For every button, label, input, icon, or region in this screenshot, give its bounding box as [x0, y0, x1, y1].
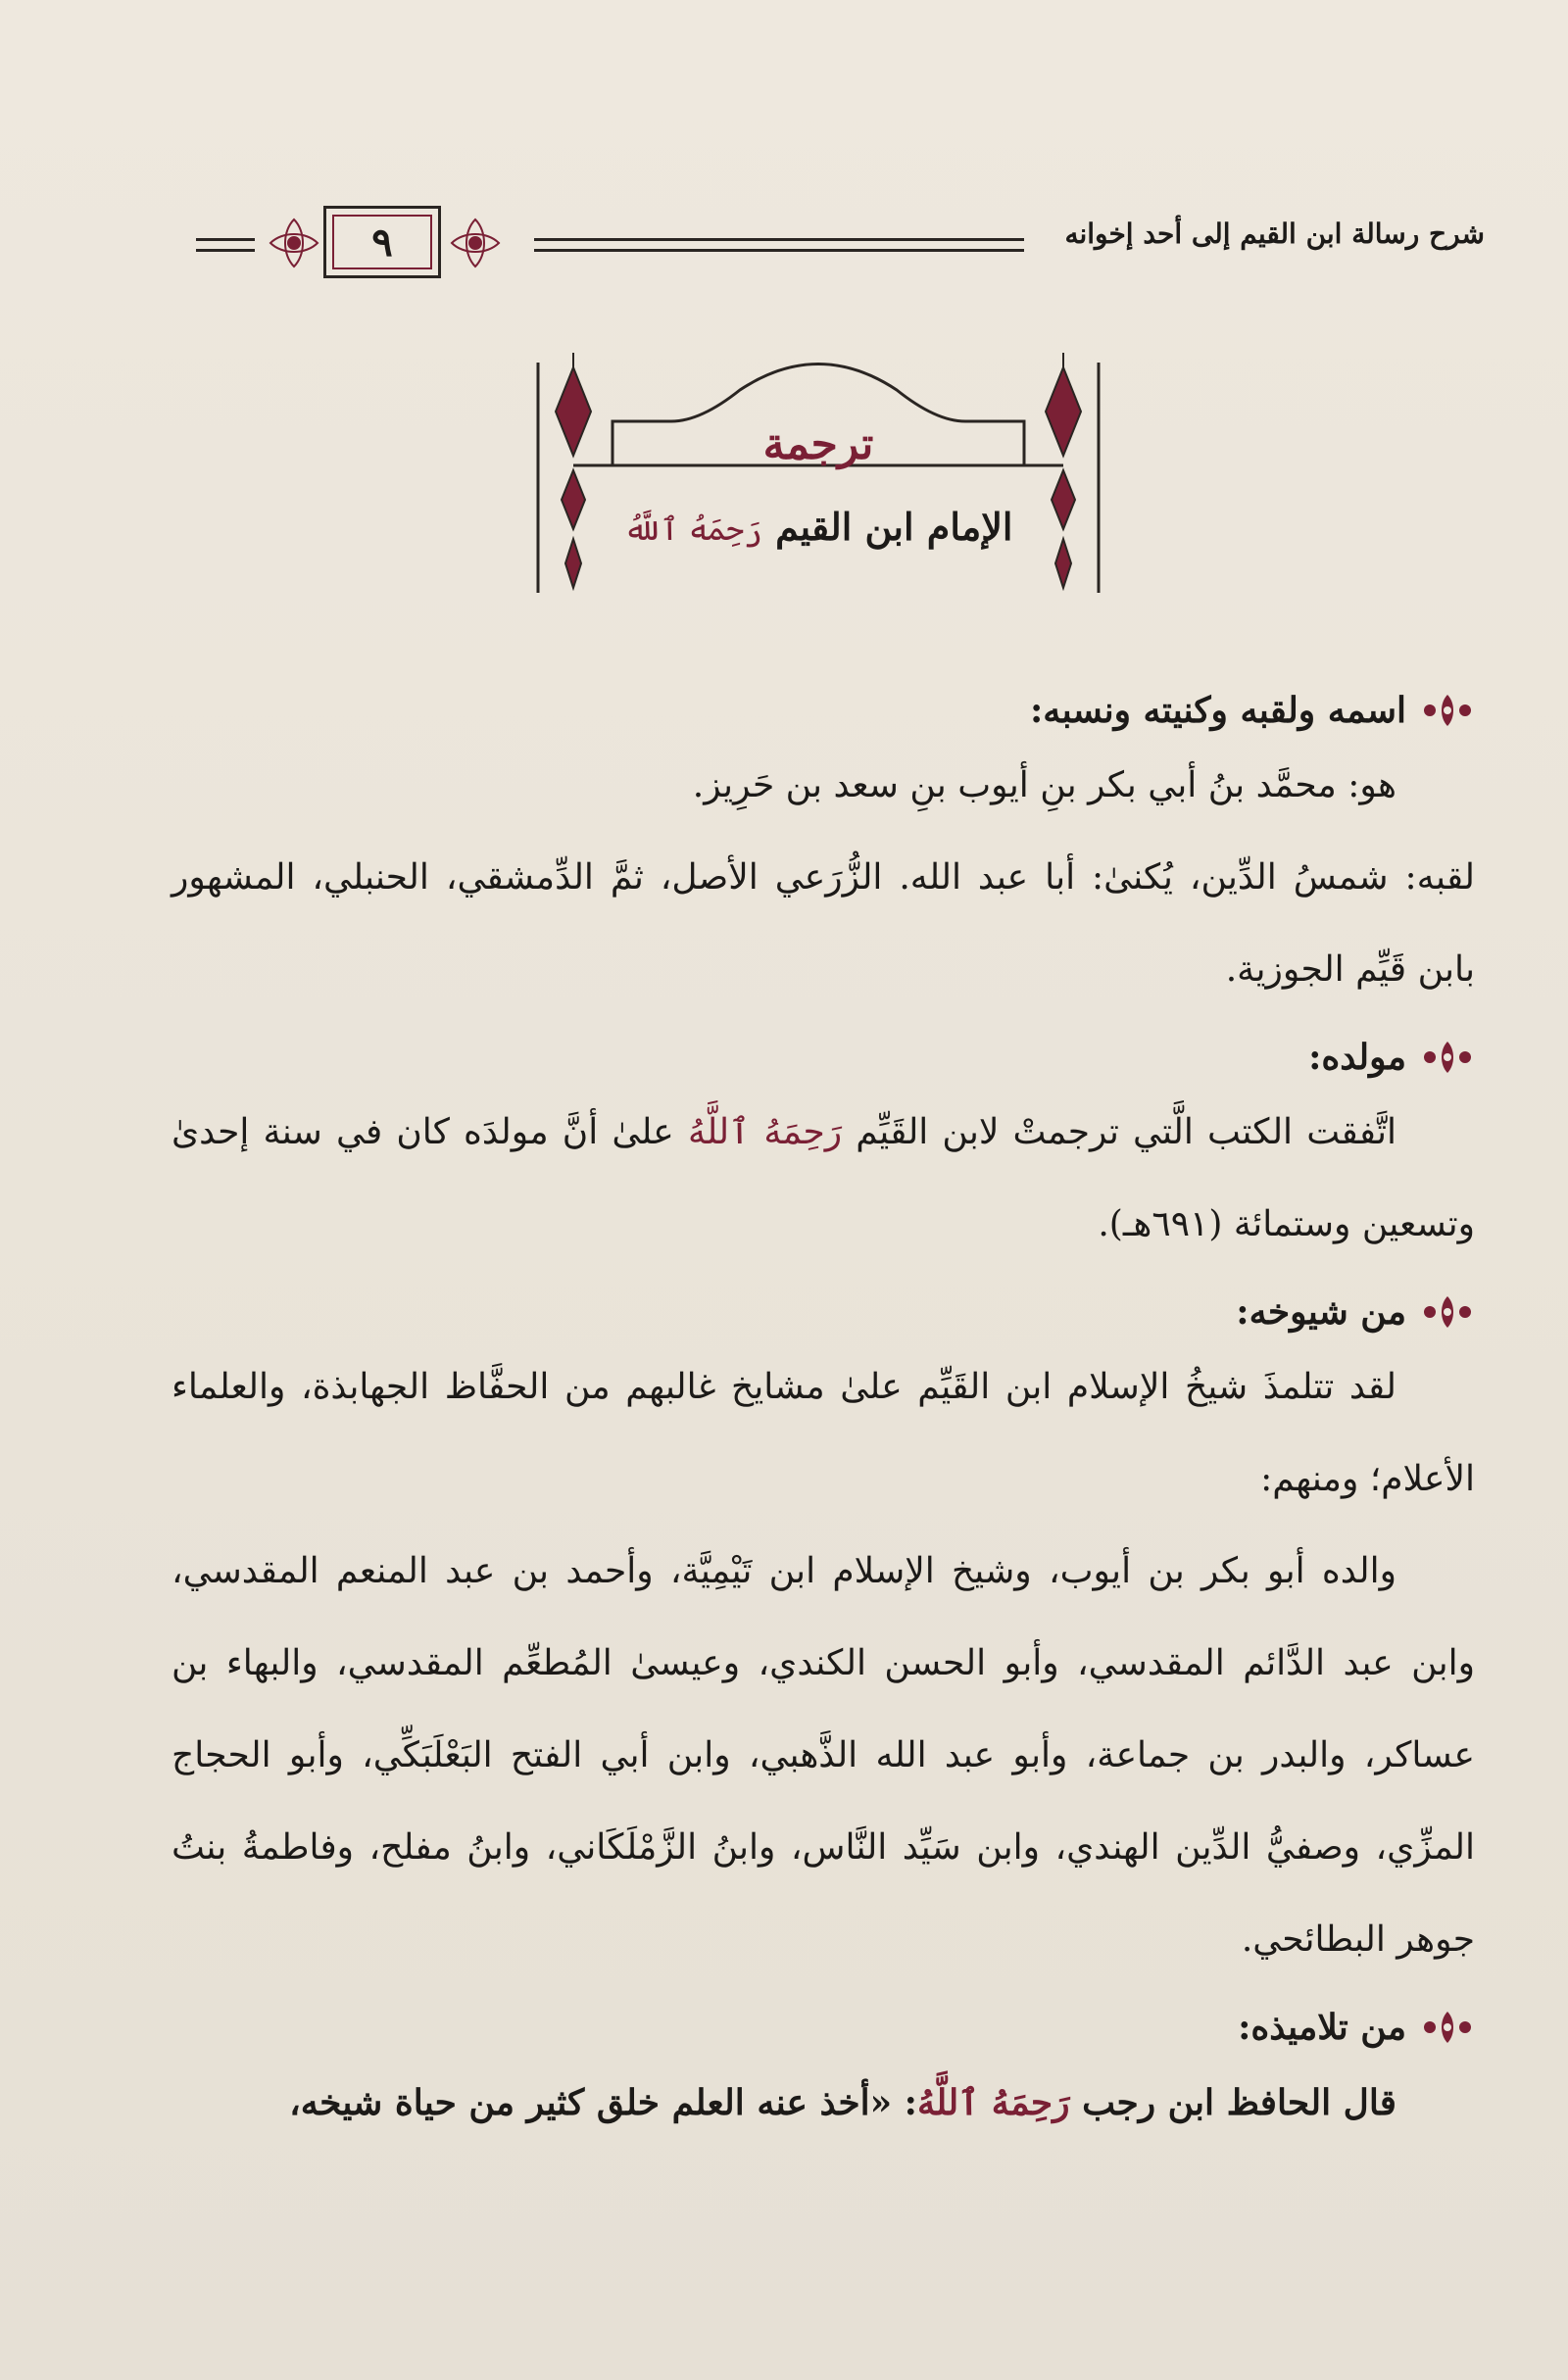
paragraph: قال الحافظ ابن رجب رَحِمَهُ ٱللَّهُ: «أخذ عنه العلم خلق كثير من حياة شيخه،: [289, 2082, 1396, 2123]
header-rule: [196, 238, 255, 252]
dua-phrase: رَحِمَهُ ٱللَّهُ: [687, 1112, 843, 1152]
paragraph: لقبه: شمسُ الدِّين، يُكنىٰ: أبا عبد الله. الزُّرَعي الأصل، ثمَّ الدِّمشقي، الحنبلي، المشهور بابن قَيِّم الجوزية.: [172, 857, 1475, 990]
paragraph: والده أبو بكر بن أيوب، وشيخ الإسلام ابن تَيْمِيَّة، وأحمد بن عبد المنعم المقدسي، وابن عبد الدَّائم المقدسي، وأبو الحسن الكندي، وعيسىٰ المُطعِّم المقدسي، والبهاء بن عساكر، والبدر بن جماعة، وأبو عبد الله الذَّهبي، وابن أبي الفتح البَعْلَبَكِّي، وأبو الحجاج المزِّي، وصفيُّ الدِّين الهندي، وابن سَيِّد النَّاس، وابنُ الزَّمْلَكَاني، وابنُ مفلح، وفاطمةُ بنتُ جوهر البطائحي.: [172, 1551, 1475, 1960]
arch-frame-ornament: [524, 343, 1112, 598]
dua-phrase: رَحِمَهُ ٱللَّهُ: [916, 2082, 1070, 2123]
section-heading-name: اسمه ولقبه وكنيته ونسبه:: [172, 681, 1475, 740]
floral-ornament-icon: [1420, 2008, 1475, 2047]
section-heading-birth: مولده:: [172, 1028, 1475, 1087]
floral-ornament-icon: [1420, 1292, 1475, 1332]
arabesque-ornament-icon: [265, 214, 323, 272]
page-number: ٩: [371, 219, 393, 266]
arabesque-ornament-icon: [446, 214, 505, 272]
imam-name: الإمام ابن القيم: [775, 505, 1013, 549]
running-title: شرح رسالة ابن القيم إلى أحد إخوانه: [1064, 218, 1485, 250]
page-header: [186, 196, 1485, 289]
page-number-box: [323, 206, 441, 278]
paragraph: اتَّفقت الكتب الَّتي ترجمتْ لابن القَيِّم رَحِمَهُ ٱللَّهُ علىٰ أنَّ مولدَه كان في سنة إحدىٰ وتسعين وستمائة (٦٩١هـ).: [172, 1112, 1475, 1244]
biography-heading: ترجمة: [762, 419, 874, 469]
paragraph: هو: محمَّد بنُ أبي بكر بنِ أيوب بنِ سعد بن حَرِيز.: [692, 765, 1396, 805]
floral-ornament-icon: [1420, 691, 1475, 730]
dua-phrase: رَحِمَهُ ٱللَّهُ: [623, 510, 762, 548]
title-frame: [524, 343, 1112, 598]
section-heading-students: من تلاميذه:: [172, 1998, 1475, 2057]
floral-ornament-icon: [1420, 1038, 1475, 1077]
body-text: [172, 681, 1475, 2149]
biography-subheading: [524, 505, 1112, 549]
header-rule: [534, 238, 1024, 252]
paragraph: لقد تتلمذَ شيخُ الإسلام ابن القَيِّم علىٰ مشايخ غالبهم من الحفَّاظ الجهابذة، والعلماء الأعلام؛ ومنهم:: [172, 1367, 1475, 1499]
section-heading-teachers: من شيوخه:: [172, 1283, 1475, 1341]
